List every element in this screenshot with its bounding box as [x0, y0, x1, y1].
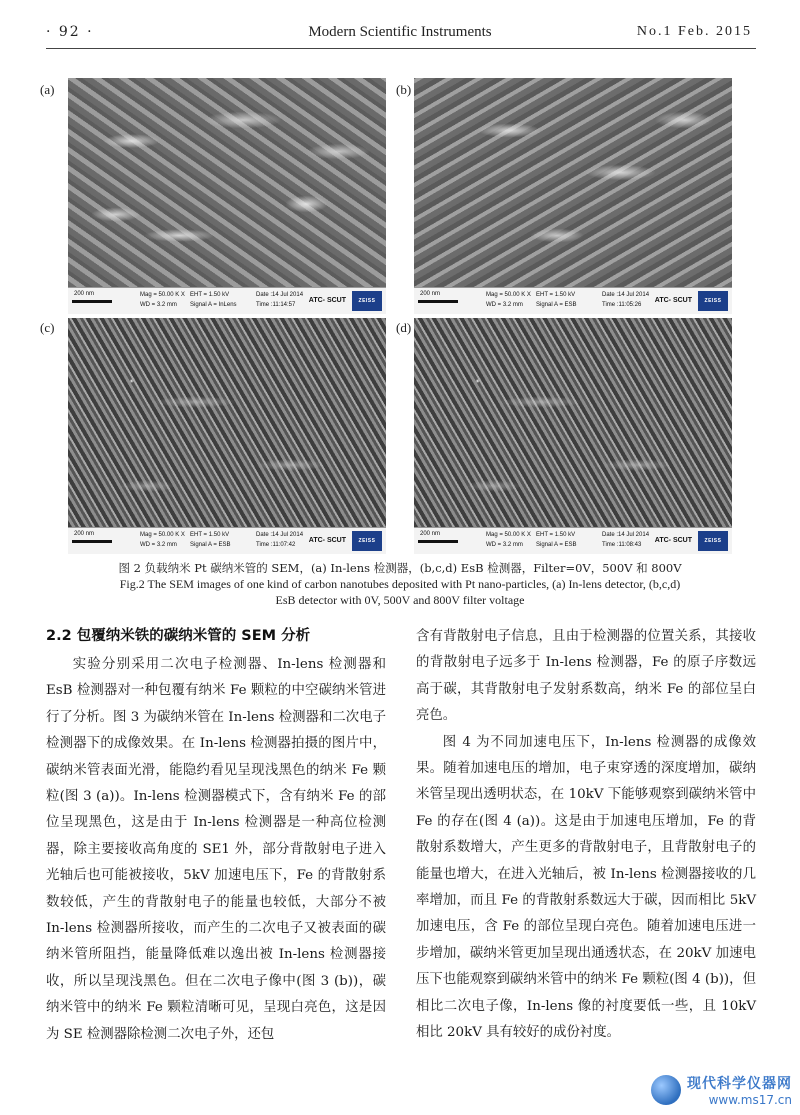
date-value: Date :14 Jul 2014 — [602, 292, 650, 298]
wd-value: WD = 3.2 mm — [140, 542, 177, 548]
sem-micrograph — [68, 318, 386, 528]
scale-label: 200 nm — [420, 531, 441, 537]
watermark — [687, 1073, 792, 1107]
figure-caption-cn: 图 2 负载纳米 Pt 碳纳米管的 SEM，(a) In-lens 检测器，(b,c,d) EsB 检测器，Filter=0V，500V 和 800V — [118, 561, 682, 575]
org-label: ATC- SCUT — [654, 297, 692, 304]
body-paragraph: 实验分别采用二次电子检测器、In-lens 检测器和 EsB 检测器对一种包覆有纳米 Fe 颗粒的中空碳纳米管进行了分析。图 3 为碳纳米管在 In-lens 检测器和二次电子检测器下的成像效果。在 In-lens 检测器拍摄的图片中，碳纳米管表面光滑，能隐约看见呈现浅黑色的纳米 Fe 颗粒(图 3 (a))。In-lens 检测器模式下，含有纳米 Fe 的部位呈现黑色，这是由于 In-lens 检测器是一种高位检测器，除主要接收高角度的 SE1 外，部分背散射电子进入光轴后也可能被接收，5kV 加速电压下，Fe 的背散射系数较低，产生的背散射电子的能量也较低，大部分不被 In-lens 检测器所接收，而产生的二次电子又被表面的碳纳米管所阻挡，能量降低难以逸出被 In-lens 检测器接收，所以呈现浅黑色。但在二次电子像中(图 3 (b))，碳纳米管中的纳米 Fe 颗粒清晰可见，呈现白亮色，这是因为 SE 检测器除检测二次电子外，还包 — [46, 657, 386, 1042]
signal-value: Signal A = ESB — [190, 542, 231, 548]
time-value: Time :11:14:57 — [256, 302, 296, 308]
date-value: Date :14 Jul 2014 — [256, 532, 304, 538]
signal-value: Signal A = ESB — [536, 542, 577, 548]
figure-caption-en-2: EsB detector with 0V, 500V and 800V filter voltage — [275, 593, 525, 607]
sem-micrograph — [68, 78, 386, 288]
scale-label: 200 nm — [74, 291, 95, 297]
issue-info: No.1 Feb. 2015 — [636, 24, 752, 39]
eht-value: EHT = 1.50 kV — [536, 292, 576, 298]
signal-value: Signal A = InLens — [190, 302, 237, 308]
scale-label: 200 nm — [74, 531, 95, 537]
zeiss-logo: ZEISS — [698, 531, 728, 551]
sem-image-c — [68, 318, 386, 554]
sem-info-bar — [68, 527, 386, 554]
date-value: Date :14 Jul 2014 — [602, 532, 650, 538]
zeiss-logo: ZEISS — [698, 291, 728, 311]
zeiss-logo: ZEISS — [352, 531, 382, 551]
sem-image-d — [414, 318, 732, 554]
watermark-title: 现代科学仪器网 — [687, 1076, 792, 1092]
sem-info-bar — [68, 287, 386, 314]
panel-a-label: (a) — [40, 82, 55, 97]
page-number: · 92 · — [46, 24, 94, 40]
journal-title: Modern Scientific Instruments — [308, 24, 492, 40]
panel-d-label: (d) — [396, 320, 412, 335]
watermark-url: www.ms17.cn — [708, 1093, 792, 1107]
scale-bar — [72, 300, 112, 303]
org-label: ATC- SCUT — [654, 537, 692, 544]
panel-c-label: (c) — [40, 320, 55, 335]
header-rule — [46, 48, 756, 49]
eht-value: EHT = 1.50 kV — [190, 292, 230, 298]
right-column — [416, 624, 756, 1047]
eht-value: EHT = 1.50 kV — [536, 532, 576, 538]
body-paragraph: 图 4 为不同加速电压下，In-lens 检测器的成像效果。随着加速电压的增加，电子束穿透的深度增加，碳纳米管呈现出透明状态，在 10kV 下能够观察到碳纳米管中 Fe 的存在(图 4 (a))。这是由于加速电压增加，Fe 的背散射系数增大，产生更多的背散射电子，且背散射电子的能量也增大，在进入光轴后，被 In-lens 检测器接收的几率增加，而且 Fe 的背散射系数远大于碳，因而相比 5kV 加速电压，含 Fe 的部位呈现白亮色。随着加速电压进一步增加，碳纳米管更加呈现出通透状态，在 20kV 加速电压下也能观察到碳纳米管中的纳米 Fe 颗粒(图 4 (b))，但相比二次电子像，In-lens 像的衬度要低一些，且 10kV 相比 20kV 具有较好的成份衬度。 — [416, 734, 756, 1041]
scale-bar — [418, 540, 458, 543]
scale-label: 200 nm — [420, 291, 441, 297]
sem-micrograph — [414, 78, 732, 288]
figure-caption-en-1: Fig.2 The SEM images of one kind of carbon nanotubes deposited with Pt nano-particles, (a) In-lens detector, (b,c,d) — [119, 577, 681, 591]
time-value: Time :11:07:42 — [256, 542, 296, 548]
org-label: ATC- SCUT — [308, 537, 346, 544]
sem-micrograph — [414, 318, 732, 528]
mag-value: Mag = 50.00 K X — [140, 292, 185, 298]
sem-info-bar — [414, 287, 732, 314]
section-title: 2.2 包覆纳米铁的碳纳米管的 SEM 分析 — [46, 628, 311, 644]
date-value: Date :14 Jul 2014 — [256, 292, 304, 298]
mag-value: Mag = 50.00 K X — [486, 292, 531, 298]
mag-value: Mag = 50.00 K X — [140, 532, 185, 538]
sem-image-b — [414, 78, 732, 314]
signal-value: Signal A = ESB — [536, 302, 577, 308]
wd-value: WD = 3.2 mm — [486, 542, 523, 548]
wd-value: WD = 3.2 mm — [140, 302, 177, 308]
sem-info-bar — [414, 527, 732, 554]
scale-bar — [418, 300, 458, 303]
scale-bar — [72, 540, 112, 543]
panel-b-label: (b) — [396, 82, 412, 97]
wd-value: WD = 3.2 mm — [486, 302, 523, 308]
org-label: ATC- SCUT — [308, 297, 346, 304]
sem-image-a — [68, 78, 386, 314]
body-paragraph: 含有背散射电子信息，且由于检测器的位置关系，其接收的背散射电子远多于 In-lens 检测器，Fe 的原子序数远高于碳，其背散射电子发射系数高，纳米 Fe 的部位呈白亮色。 — [416, 629, 756, 724]
time-value: Time :11:08:43 — [602, 542, 642, 548]
mag-value: Mag = 50.00 K X — [486, 532, 531, 538]
time-value: Time :11:05:26 — [602, 302, 642, 308]
watermark-logo-icon — [651, 1075, 681, 1105]
eht-value: EHT = 1.50 kV — [190, 532, 230, 538]
left-column — [46, 652, 386, 1048]
zeiss-logo: ZEISS — [352, 291, 382, 311]
